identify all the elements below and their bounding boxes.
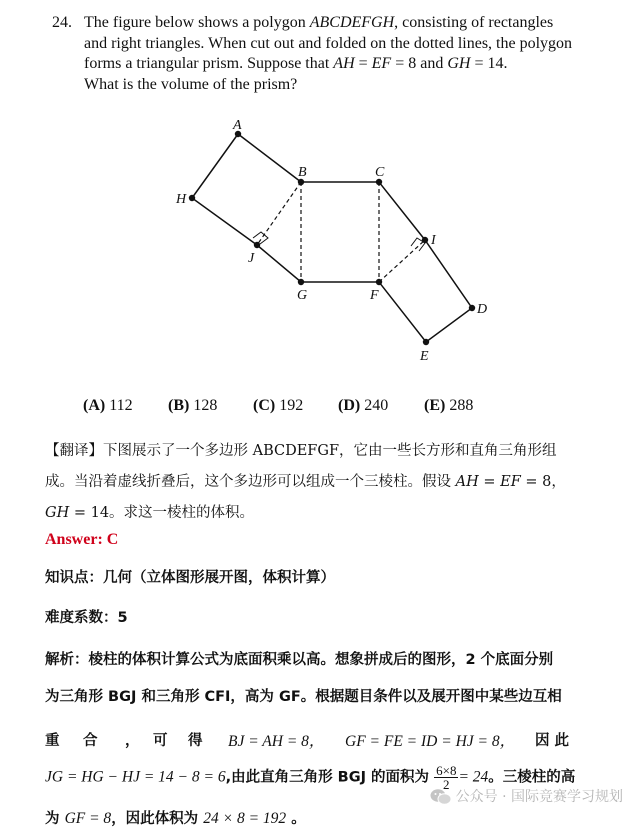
solution-line-4: JG = HG − HJ = 14 − 8 = 6,由此直角三角形 BGJ 的面积为 $\frac{6\times 8}{2}$ = 24。三棱柱的高 (45, 763, 576, 792)
label-I: I (431, 233, 436, 248)
watermark: 公众号 · 国际竞赛学习规划 (430, 786, 623, 806)
translation-line-2: 成。当沿着虚线折叠后，这个多边形可以组成一个三棱柱。假设 AH = EF = 8， (45, 474, 566, 490)
solution: 解析：棱柱的体积计算公式为底面积乘以高。想象拼成后的图形，2 个底面分别 为三角形 BGJ 和三角形 CFI，高为 GF。根据题目条件以及展开图中某些边互相 重 合 ， 可 得 BJ = AH = 8， GF = FE = ID = HJ = 8， 因 此 JG = HG − HJ = 14 − 8 = 6,由此直角三角形 BGJ 的面积为 $\frac{6\times 8}{2}$ = 24。三棱柱的高 为 GF = 8，因此体积为 24 × 8 = 192 。 (45, 648, 590, 823)
problem-number: 24. (52, 14, 72, 31)
translation-line-3: GH = 14。求这一棱柱的体积。 (45, 505, 255, 521)
choice-b: (B) 128 (168, 397, 218, 414)
problem-line-1: The figure below shows a polygon ABCDEFGH, consisting of rectangles (84, 14, 554, 31)
polygon-outline (192, 134, 472, 342)
solution-line-2: 为三角形 BGJ 和三角形 CFI，高为 GF。根据题目条件以及展开图中某些边互相 (45, 689, 562, 705)
label-B: B (298, 165, 307, 180)
label-G: G (297, 288, 308, 303)
label-A: A (233, 118, 242, 133)
choice-c: (C) 192 (253, 397, 304, 414)
difficulty: 难度系数：5 (45, 610, 128, 626)
area-fraction: $\frac{6\times 8}{2}$ (436, 763, 457, 792)
solution-line-5: 为 GF = 8，因此体积为 24 × 8 = 192 。 (45, 810, 306, 827)
choice-e: (E) 288 (424, 397, 474, 414)
label-D: D (477, 302, 488, 317)
translation (45, 436, 605, 529)
answer-line: Answer: C (45, 531, 119, 548)
wechat-icon (430, 788, 452, 806)
choice-a: (A) 112 (83, 397, 133, 414)
problem-line-4: What is the volume of the prism? (84, 75, 298, 93)
problem-line-2: and right triangles. When cut out and folded on the dotted lines, the polygon (84, 34, 573, 52)
label-F: F (370, 288, 379, 303)
solution-line-1: 解析：棱柱的体积计算公式为底面积乘以高。想象拼成后的图形，2 个底面分别 (45, 652, 554, 668)
choice-d: (D) 240 (338, 397, 389, 414)
problem-line-3: forms a triangular prism. Suppose that AH = EF = 8 and GH = 14. (84, 55, 508, 72)
knowledge-point: 知识点：几何（立体图形展开图，体积计算） (45, 570, 335, 586)
label-E: E (420, 349, 429, 364)
label-J: J (248, 251, 255, 266)
right-angle-marks (253, 232, 425, 251)
polygon-net-figure (0, 0, 637, 380)
translation-line-1: 【翻译】下图展示了一个多边形 ABCDEFGF，它由一些长方形和直角三角形组 (45, 443, 557, 459)
label-C: C (375, 165, 385, 180)
label-H: H (176, 192, 187, 207)
